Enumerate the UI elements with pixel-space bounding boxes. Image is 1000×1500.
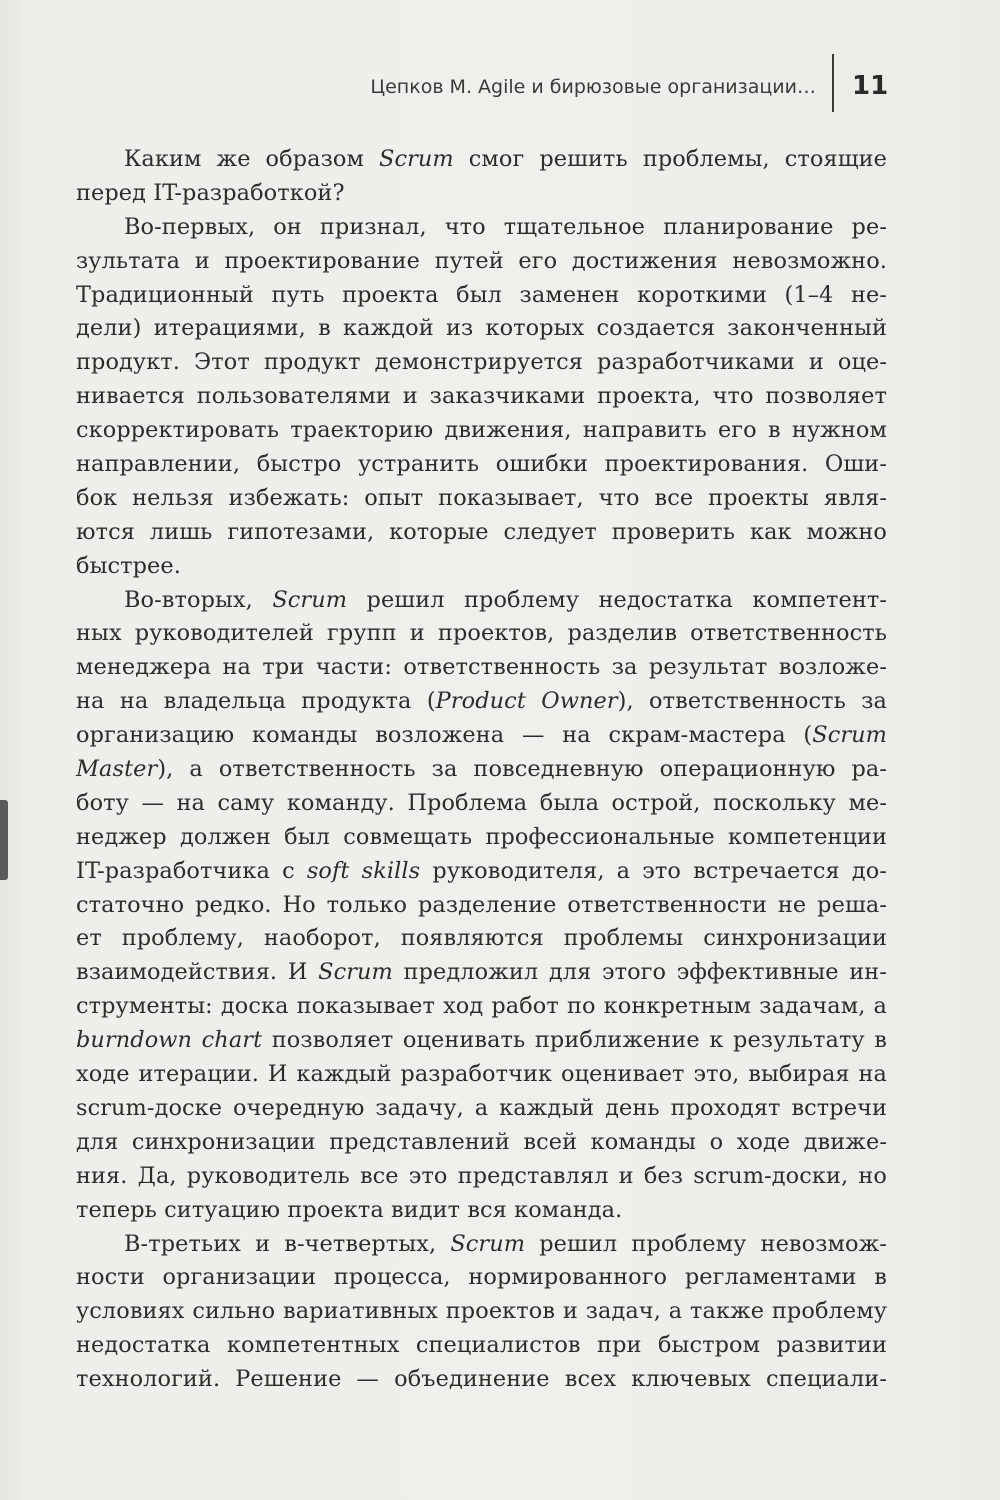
text-run: scrum-доске очередную задачу, а каждый день проходят встречи <box>76 1094 887 1121</box>
text-line <box>76 380 887 414</box>
text-run: Во-первых, он признал, что тщательное планирование ре- <box>124 213 887 240</box>
text-run: зультата и проектирование путей его достижения невозможно. <box>76 247 887 274</box>
page-header <box>0 70 1000 110</box>
text-run: IT-разработчика с <box>76 857 307 884</box>
text-run: организацию команды возложена — на скрам-мастера ( <box>76 722 813 749</box>
text-run: технологий. Решение — объединение всех ключевых специали- <box>76 1366 887 1393</box>
text-line <box>76 1261 887 1295</box>
text-run: нивается пользователями и заказчиками проекта, что позволяет <box>76 383 887 410</box>
text-run: боту — на саму команду. Проблема была острой, поскольку ме- <box>76 789 887 816</box>
page-number: 11 <box>852 71 889 101</box>
italic-term: soft skills <box>306 857 421 884</box>
text-line <box>76 346 887 380</box>
text-run: быстрее. <box>76 552 181 579</box>
italic-term: Scrum <box>812 722 887 749</box>
running-title: Цепков М. Agile и бирюзовые организации… <box>370 76 816 98</box>
text-line <box>76 651 887 685</box>
text-run: В-третьих и в-четвертых, <box>124 1230 451 1257</box>
text-run: ности организации процесса, нормированного регламентами в <box>76 1264 887 1291</box>
italic-term: Product Owner <box>435 688 618 715</box>
text-run: теперь ситуацию проекта видит вся команда. <box>76 1196 623 1223</box>
text-run: дели) итерациями, в каждой из которых создается законченный <box>76 315 887 342</box>
text-line <box>76 990 887 1024</box>
text-line <box>76 279 887 313</box>
text-run: ходе итерации. И каждый разработчик оценивает это, выбирая на <box>76 1061 887 1088</box>
text-line <box>76 1058 887 1092</box>
text-line <box>76 414 887 448</box>
text-line <box>76 1024 887 1058</box>
text-line <box>76 956 887 990</box>
text-run: ются лишь гипотезами, которые следует проверить как можно <box>76 518 887 545</box>
header-divider <box>832 54 834 112</box>
page-edge-mark <box>0 800 8 880</box>
text-run: на на владельца продукта ( <box>76 688 436 715</box>
text-line <box>76 1194 887 1228</box>
text-line <box>76 312 887 346</box>
text-line <box>76 922 887 956</box>
text-line <box>76 516 887 550</box>
text-run: ния. Да, руководитель все это представлял и без scrum-доски, но <box>76 1162 887 1189</box>
text-line <box>76 211 887 245</box>
italic-term: Master <box>76 756 158 783</box>
text-line <box>76 1228 887 1262</box>
text-run: Каким же образом <box>124 146 380 172</box>
text-line <box>76 787 887 821</box>
italic-term: Scrum <box>450 1230 526 1257</box>
text-run: направлении, быстро устранить ошибки проектирования. Оши- <box>76 451 887 478</box>
text-line <box>76 1160 887 1194</box>
text-run: менеджера на три части: ответственность за результат возложе- <box>76 654 887 681</box>
text-run: Традиционный путь проекта был заменен короткими (1–4 не- <box>76 281 887 308</box>
text-line <box>76 448 887 482</box>
text-run: смог решить проблемы, стоящие <box>453 146 887 172</box>
text-line <box>76 482 887 516</box>
text-run: взаимодействия. И <box>76 959 319 986</box>
text-run: Во-вторых, <box>124 586 273 613</box>
text-line <box>76 245 887 279</box>
text-line <box>76 753 887 787</box>
text-run: ет проблему, наоборот, появляются проблемы синхронизации <box>76 925 887 952</box>
text-run: позволяет оценивать приближение к результату в <box>262 1027 887 1054</box>
text-run: статочно редко. Но только разделение ответственности не реша- <box>76 891 887 918</box>
text-run: ), а ответственность за повседневную операционную ра- <box>157 756 887 783</box>
text-run: условиях сильно вариативных проектов и задач, а также проблему <box>76 1298 887 1325</box>
text-line <box>76 719 887 753</box>
italic-term: Scrum <box>272 586 348 613</box>
text-line <box>76 685 887 719</box>
text-line <box>76 889 887 923</box>
body-text <box>76 143 887 1443</box>
text-line <box>76 855 887 889</box>
text-line <box>76 617 887 651</box>
italic-term: Scrum <box>318 959 393 986</box>
text-line <box>76 1295 887 1329</box>
text-line <box>76 1363 887 1397</box>
text-run: решил проблему недостатка компетент- <box>347 586 888 613</box>
text-run: струменты: доска показывает ход работ по конкретным задачам, а <box>76 993 887 1020</box>
italic-term: burndown chart <box>76 1027 263 1054</box>
text-run: неджер должен был совмещать профессиональные компетенции <box>76 823 887 850</box>
text-run: решил проблему невозмож- <box>525 1230 887 1257</box>
text-line <box>76 177 887 211</box>
italic-term: Scrum <box>379 146 454 172</box>
text-run: ), ответственность за <box>617 688 887 715</box>
text-run: для синхронизации представлений всей команды о ходе движе- <box>76 1128 887 1155</box>
text-run: предложил для этого эффективные ин- <box>392 959 887 986</box>
text-run: руководителя, а это встречается до- <box>420 857 888 884</box>
text-line <box>76 1126 887 1160</box>
text-run: продукт. Этот продукт демонстрируется разработчиками и оце- <box>76 349 887 376</box>
text-line <box>76 1092 887 1126</box>
text-run: ных руководителей групп и проектов, разделив ответственность <box>76 620 887 647</box>
text-line <box>76 143 887 177</box>
text-run: бок нельзя избежать: опыт показывает, что все проекты явля- <box>76 484 887 511</box>
text-run: скорректировать траекторию движения, направить его в нужном <box>76 417 887 444</box>
text-line <box>76 821 887 855</box>
text-run: перед IT-разработкой? <box>76 179 345 206</box>
text-line <box>76 584 887 618</box>
text-run: недостатка компетентных специалистов при быстром развитии <box>76 1332 887 1359</box>
text-line <box>76 1329 887 1363</box>
text-line <box>76 550 887 584</box>
